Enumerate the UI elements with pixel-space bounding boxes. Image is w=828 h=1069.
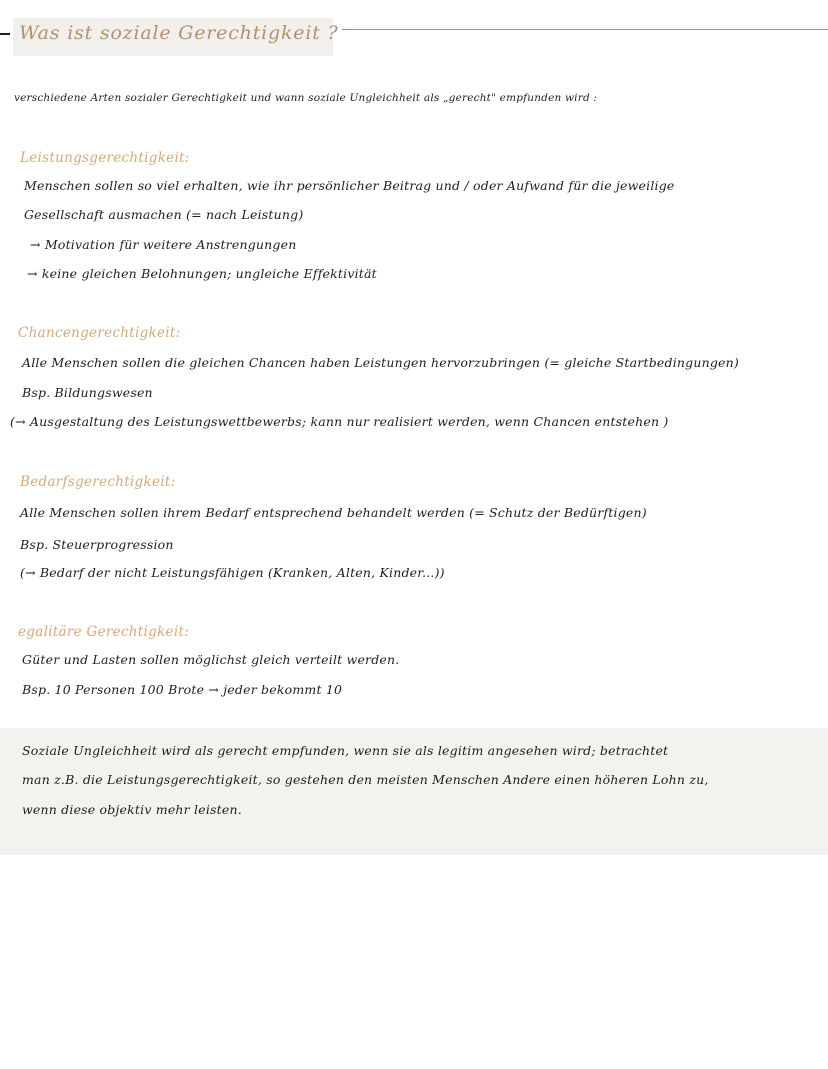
text-line: Alle Menschen sollen die gleichen Chancen haben Leistungen hervorzubringen (= gleiche Startbedingungen) [22, 355, 739, 370]
text-line: Bsp. Steuerprogression [20, 537, 174, 552]
summary-line: Soziale Ungleichheit wird als gerecht empfunden, wenn sie als legitim angesehen wird; betrachtet [22, 743, 669, 758]
text-line: Alle Menschen sollen ihrem Bedarf entsprechend behandelt werden (= Schutz der Bedürftigen) [20, 505, 647, 520]
title-rule [342, 29, 828, 30]
summary-line: wenn diese objektiv mehr leisten. [22, 802, 242, 817]
intro-text: verschiedene Arten sozialer Gerechtigkeit und wann soziale Ungleichheit als „gerecht" empfunden wird : [14, 92, 598, 104]
page-title: Was ist soziale Gerechtigkeit ? [19, 22, 339, 44]
text-line: (→ Bedarf der nicht Leistungsfähigen (Kranken, Alten, Kinder...)) [20, 565, 445, 580]
text-line: (→ Ausgestaltung des Leistungswettbewerbs; kann nur realisiert werden, wenn Chancen entstehen ) [10, 414, 669, 429]
text-line: Bsp. 10 Personen 100 Brote → jeder bekommt 10 [22, 682, 343, 697]
text-line: Menschen sollen so viel erhalten, wie ihr persönlicher Beitrag und / oder Aufwand für die jeweilige [24, 178, 675, 193]
heading-egalitaere-gerechtigkeit: egalitäre Gerechtigkeit: [18, 624, 190, 640]
title-dash [0, 33, 10, 35]
heading-bedarfsgerechtigkeit: Bedarfsgerechtigkeit: [20, 474, 176, 490]
text-line: Gesellschaft ausmachen (= nach Leistung) [24, 207, 304, 222]
text-line: Güter und Lasten sollen möglichst gleich verteilt werden. [22, 652, 400, 667]
text-line: Bsp. Bildungswesen [22, 385, 153, 400]
text-line: → Motivation für weitere Anstrengungen [30, 237, 297, 252]
text-line: → keine gleichen Belohnungen; ungleiche Effektivität [27, 266, 377, 281]
summary-line: man z.B. die Leistungsgerechtigkeit, so gestehen den meisten Menschen Andere einen höheren Lohn zu, [22, 772, 709, 787]
heading-leistungsgerechtigkeit: Leistungsgerechtigkeit: [20, 150, 190, 166]
heading-chancengerechtigkeit: Chancengerechtigkeit: [18, 325, 181, 341]
